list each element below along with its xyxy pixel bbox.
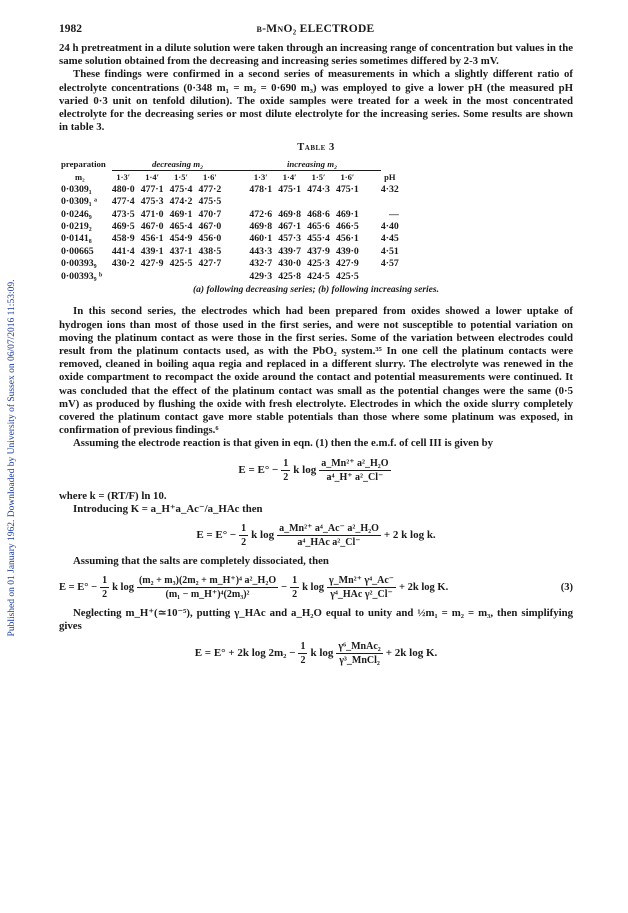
cell-decreasing: 427·9 [140,258,164,270]
paragraph-2: These findings were confirmed in a second series of measurements in which a slightly different ratio of electrolyte concentrations (0·348 m₁ = m₂ = 0·690 m₃) was employed to give a lower pH (the measured pH varied 0·3 unit on tenfold dilution). The oxide samples were treated for a week in the most concentrated electrolyte for the decreasing series or most dilute electrolyte for the increasing series. Some results are shown in table 3. [59,68,573,134]
cell-decreasing: 469·5 [111,221,135,233]
inc-sub: 1·6′ [336,170,381,183]
cell-decreasing: 471·0 [140,208,164,220]
cell-decreasing: 427·7 [198,258,222,270]
cell-ph: — [388,208,399,220]
cell-decreasing: 477·4 [111,196,135,208]
table-footnote: (a) following decreasing series; (b) following increasing series. [193,285,439,296]
cell-m2: 0·0219₂ [61,221,92,233]
cell-m2: 0·00393₉ ᵇ [61,270,103,282]
cell-decreasing: 441·4 [111,245,135,257]
cell-increasing [278,196,307,208]
col-preparation: preparation [61,158,106,169]
cell-ph [381,270,405,282]
cell-decreasing [112,270,141,282]
cell-increasing: 425·5 [335,270,359,282]
cell-decreasing: 477·1 [140,183,164,195]
cell-increasing: 455·4 [307,233,330,245]
equation-2: E = E° − $\frac{1}{2}$ k log $\frac{\text{a\_Mn²⁺ a⁴\_Ac⁻ a²\_H₂O}}{\text{a⁴\_HAc a²\_Cl⁻}}$ + 2 k log k. [196,522,436,548]
table-row [61,245,405,257]
paragraph-4: Assuming the electrode reaction is that given in eqn. (1) then the e.m.f. of cell III is given by [73,437,494,450]
cell-increasing: 439·0 [335,245,359,257]
equation-4: E = E° + 2k log 2m₂ − $\frac{1}{2}$ k log $\frac{\text{γ⁶\_MnAc₂}}{\text{γ³\_MnCl₂}}$ + 2k log K. [194,640,438,666]
cell-decreasing: 480·0 [111,183,135,195]
cell-decreasing: 439·1 [140,245,164,257]
col-increasing: increasing m₂ [286,158,338,169]
cell-ph: 4·40 [380,221,399,233]
cell-increasing: 469·1 [335,208,359,220]
neglect-text: Neglecting m_H⁺(≃10⁻⁵), putting γ_HAc and a_H₂O equal to unity and ½m₁ = m₂ = m₃, then simplifying gives [59,607,573,633]
cell-increasing: 425·8 [278,270,302,282]
cell-increasing: 429·3 [249,270,273,282]
inc-sub: 1·5′ [307,170,336,183]
cell-decreasing: 438·5 [198,245,222,257]
cell-m2: 0·0309₁ ᵃ [61,196,98,208]
cell-decreasing: 456·0 [198,233,222,245]
cell-decreasing: 430·2 [111,258,135,270]
cell-decreasing: 458·9 [111,233,135,245]
cell-decreasing [170,270,199,282]
download-watermark-text: Published on 01 January 1962. Downloaded by University of Sussex on 06/07/2016 11:53:09. [7,279,17,637]
cell-ph [381,196,405,208]
col-ph: pH [384,171,396,182]
assume-text: Assuming that the salts are completely dissociated, then [73,554,329,567]
cell-increasing: 437·9 [307,245,330,257]
cell-decreasing: 465·4 [169,221,193,233]
cell-increasing: 465·6 [307,221,330,233]
cell-decreasing: 474·2 [169,196,193,208]
dec-sub: 1·3′ [112,170,141,183]
cell-decreasing [198,270,249,282]
equation-1: E = E° − $\frac{1}{2}$ k log $\frac{\text{a\_Mn²⁺ a²\_H₂O}}{\text{a⁴\_H⁺ a²\_Cl⁻}}$ [238,457,389,483]
cell-ph: 4·57 [380,258,399,270]
page-number: 1982 [59,23,82,35]
col-m2: m₂ [75,171,85,182]
page [59,20,573,673]
cell-increasing: 475·1 [335,183,359,195]
cell-decreasing: 473·5 [111,208,135,220]
cell-increasing: 469·8 [249,221,273,233]
table-row [61,220,405,232]
cell-decreasing: 470·7 [198,208,222,220]
table-row [61,208,405,220]
cell-increasing [307,196,336,208]
cell-increasing: 427·9 [335,258,359,270]
where-text: where k = (RT/F) ln 10. [59,489,167,502]
cell-decreasing: 456·1 [140,233,164,245]
paragraph-1: 24 h pretreatment in a dilute solution were taken through an increasing range of concentration but values in the same solution obtained from the decreasing and increasing series sometimes differed by 2-3 mV. [59,42,573,68]
equation-3: E = E° − $\frac{1}{2}$ k log $\frac{\text{(m₂ + m₃)(2m₂ + m\_H⁺)⁴ a²\_H₂O}}{\text{(m₁ − m\_H⁺)⁴(2m₃)²}}$ − $\frac{1}{2}$ k log $\frac{\text{γ\_Mn²⁺ γ⁴\_Ac⁻}}{\text{γ⁴\_HAc γ²\_Cl⁻}}$ + 2k log K. (3) [59,575,573,601]
cell-increasing: 456·1 [335,233,359,245]
cell-increasing: 430·0 [278,258,302,270]
cell-decreasing: 475·3 [140,196,164,208]
inc-sub: 1·4′ [278,170,307,183]
cell-increasing: 460·1 [249,233,273,245]
cell-m2: 0·00665 [61,245,94,257]
table-row [61,258,405,270]
cell-increasing: 457·3 [278,233,302,245]
cell-decreasing: 475·5 [198,196,222,208]
cell-increasing [249,196,278,208]
cell-decreasing: 469·1 [169,208,193,220]
cell-increasing: 424·5 [307,270,330,282]
cell-ph: 4·32 [380,183,399,195]
cell-decreasing: 425·5 [169,258,193,270]
cell-decreasing: 454·9 [169,233,193,245]
cell-m2: 0·0246₉ [61,208,92,220]
dec-sub: 1·5′ [170,170,199,183]
table-row [61,196,405,208]
download-watermark [0,0,24,913]
equation-number: (3) [560,582,573,594]
running-header [59,20,573,38]
cell-increasing: 478·1 [249,183,273,195]
introducing-text: Introducing K = a_H⁺a_Ac⁻/a_HAc then [73,502,263,515]
table-row [61,183,405,195]
cell-increasing: 468·6 [307,208,330,220]
cell-m2: 0·0309₁ [61,183,92,195]
cell-ph: 4·51 [380,245,399,257]
cell-decreasing: 467·0 [198,221,222,233]
cell-decreasing [141,270,170,282]
cell-decreasing: 437·1 [169,245,193,257]
cell-increasing: 474·3 [307,183,330,195]
cell-increasing: 432·7 [249,258,273,270]
table-row [61,270,405,282]
data-table [61,157,405,282]
cell-increasing: 469·8 [278,208,302,220]
dec-sub: 1·4′ [141,170,170,183]
table-row [61,233,405,245]
cell-increasing: 475·1 [278,183,302,195]
running-title: β-MnO₂ ELECTRODE [256,23,375,35]
cell-increasing: 425·3 [307,258,330,270]
cell-m2: 0·0141₈ [61,233,92,245]
table-title: Table 3 [297,142,335,154]
cell-increasing: 439·7 [278,245,302,257]
cell-ph: 4·45 [380,233,399,245]
cell-decreasing: 477·2 [198,183,222,195]
dec-sub: 1·6′ [198,170,249,183]
cell-increasing: 443·3 [249,245,273,257]
inc-sub: 1·3′ [249,170,278,183]
cell-decreasing: 475·4 [169,183,193,195]
cell-increasing: 466·5 [335,221,359,233]
cell-decreasing: 467·0 [140,221,164,233]
cell-increasing: 467·1 [278,221,302,233]
cell-increasing: 472·6 [249,208,273,220]
cell-m2: 0·00393₉ [61,258,97,270]
col-decreasing: decreasing m₂ [151,158,204,169]
cell-increasing [336,196,381,208]
paragraph-3: In this second series, the electrodes which had been prepared from oxides showed a lower uptake of hydrogen ions than most of those used in the first series, and were not susceptible to potential variation on moving the platinum contact as were those in the first series. Some of the variation between electrodes could result from the platinum contacts used, as with the PbO₂ system.³⁵ In one cell the platinum contacts were removed, cleaned in boiling aqua regia and replaced in a different slurry. The electrolyte was renewed in the oxide compartment to recompact the oxide around the contact and potential measurements were continued. It was concluded that the effect of the platinum contact was small as the potential changes were the same (0·5 mV) as produced by flushing the oxide with fresh electrolyte. Electrodes in which the oxide slurry completely covered the platinum contact gave more stable potentials than those where some platinum was exposed, in confirmation of previous findings.⁶ [59,305,573,437]
